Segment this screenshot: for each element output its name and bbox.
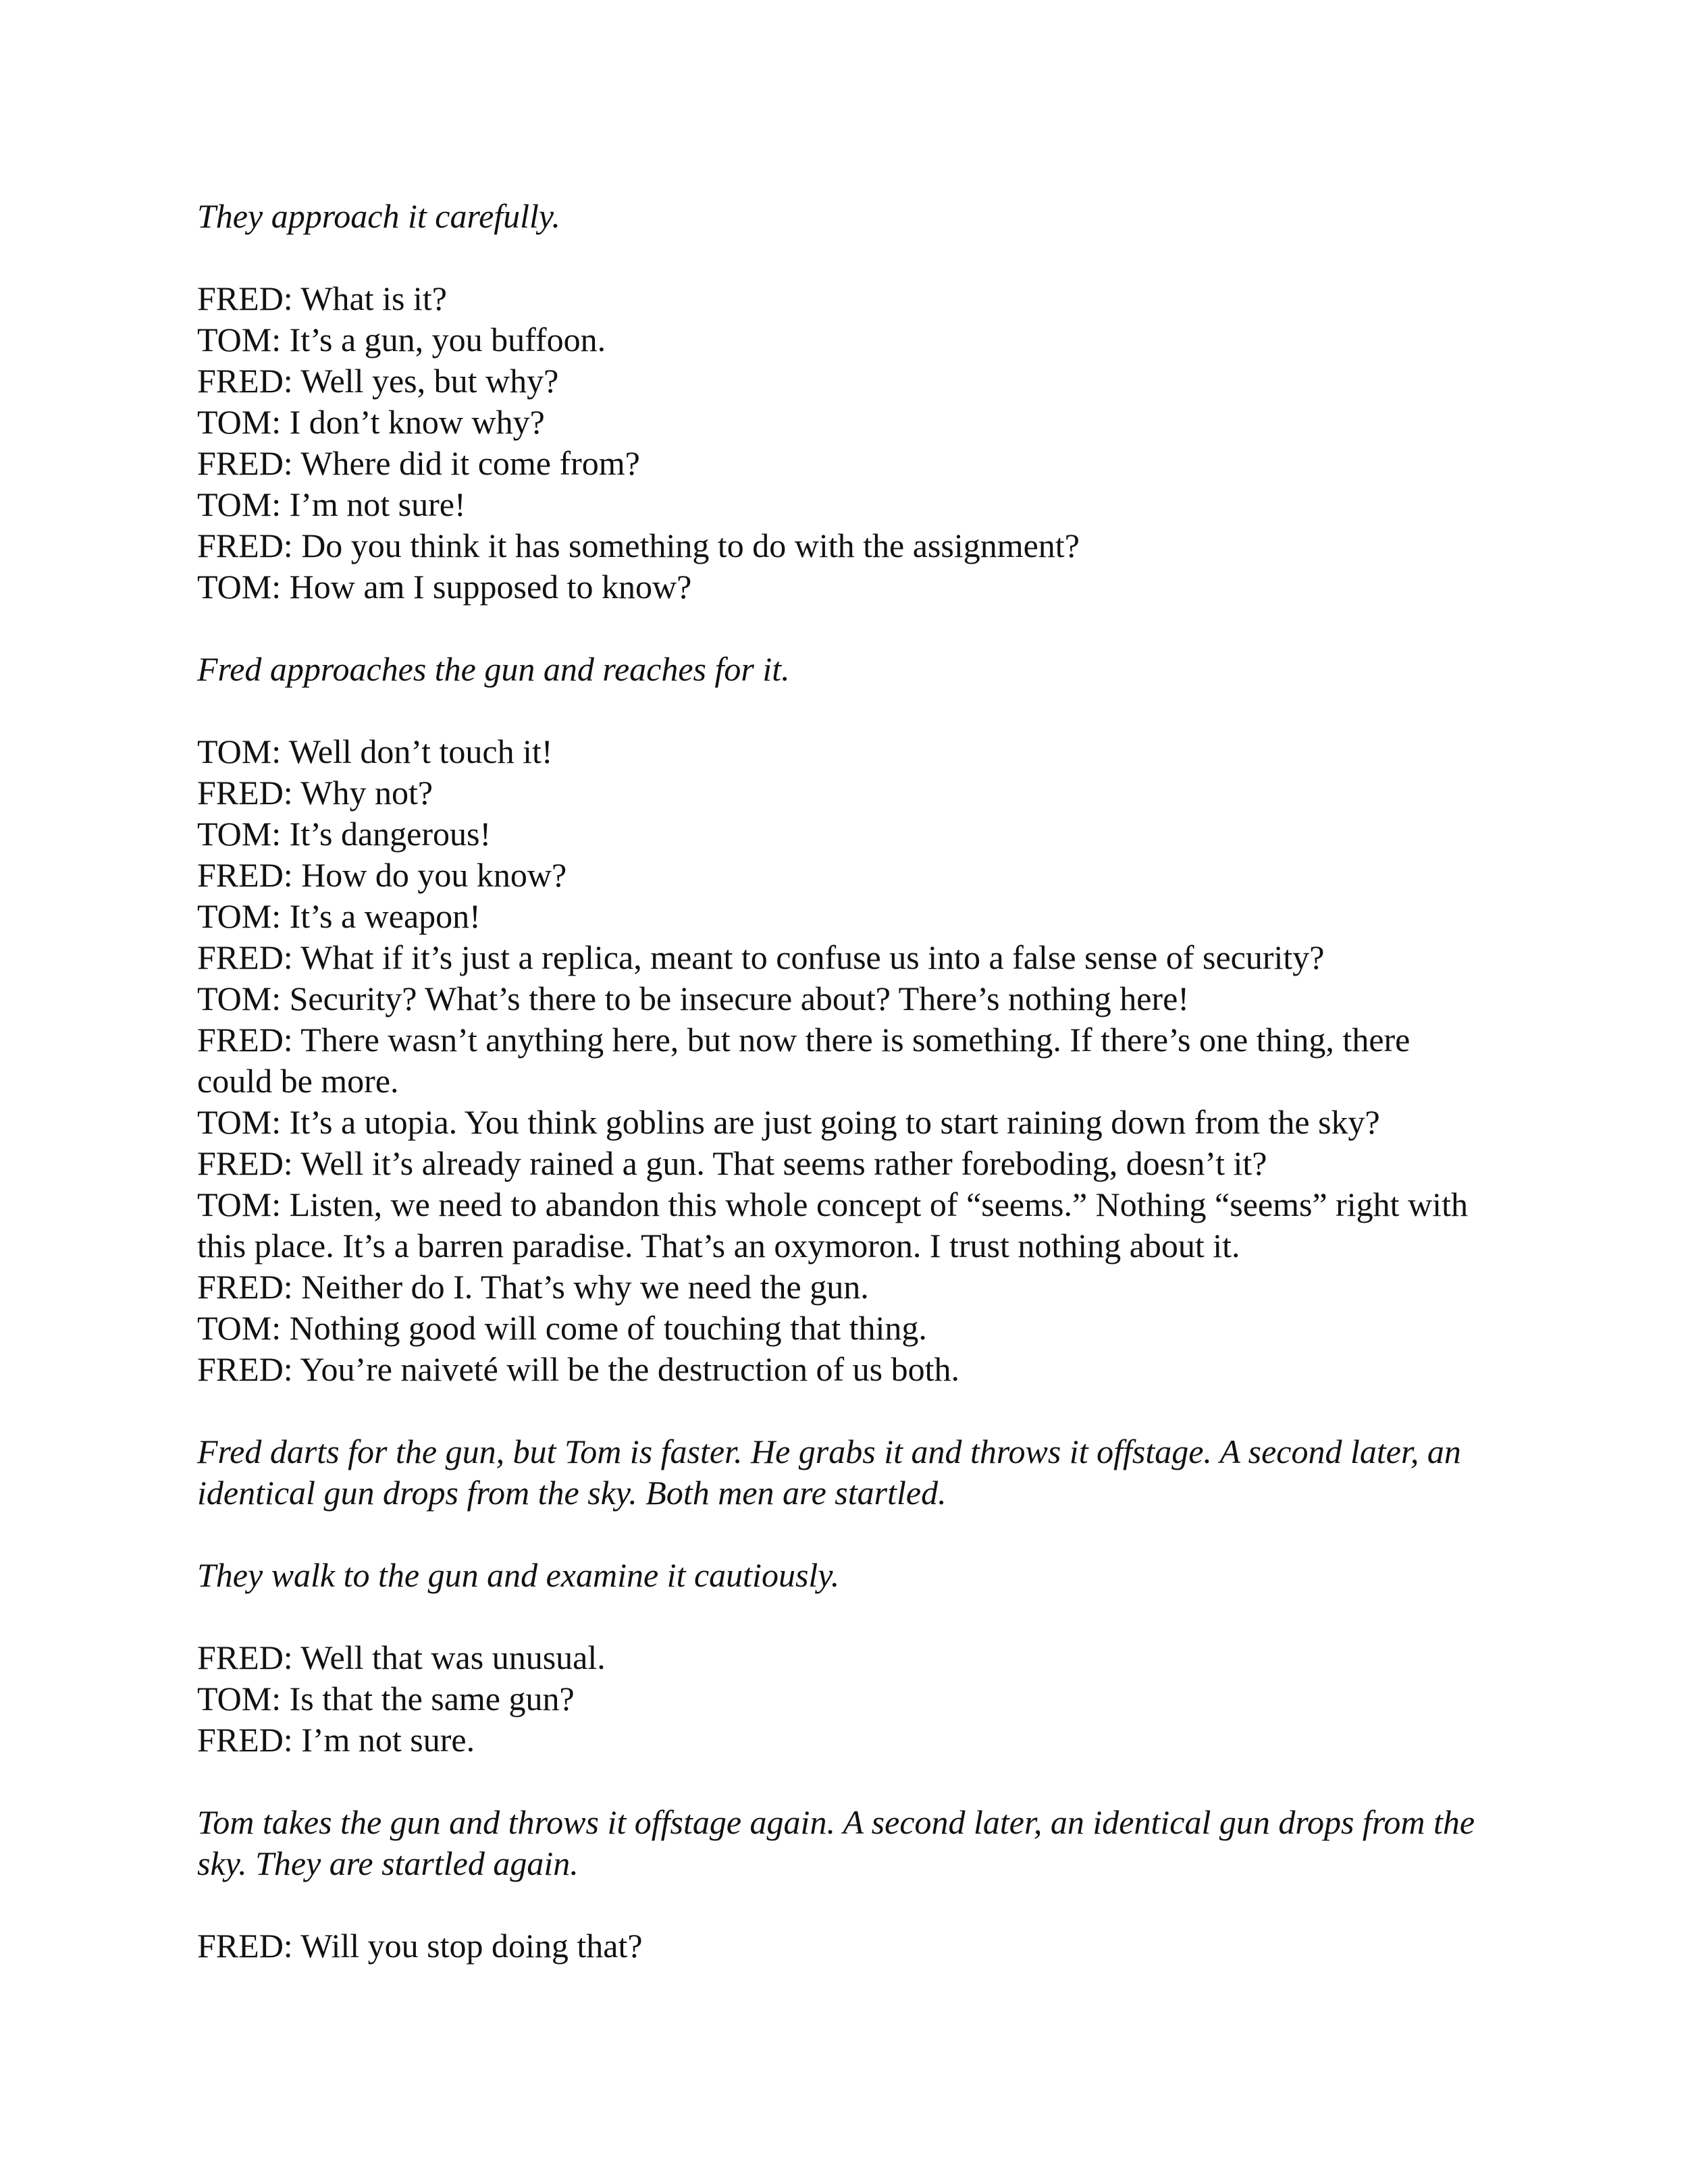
dialogue-line: FRED: Well it’s already rained a gun. That seems rather foreboding, doesn’t it?: [197, 1144, 1267, 1182]
dialogue-block: [197, 731, 1487, 1390]
stage-direction: [197, 1431, 1487, 1514]
direction-line: They walk to the gun and examine it cautiously.: [197, 1556, 840, 1594]
dialogue-line: TOM: Listen, we need to abandon this whole concept of “seems.” Nothing “seems” right with this place. It’s a barren paradise. That’s an oxymoron. I trust nothing about it.: [197, 1186, 1468, 1264]
dialogue-line: FRED: What is it?: [197, 279, 447, 317]
dialogue-line: TOM: I’m not sure!: [197, 485, 466, 523]
dialogue-line: FRED: How do you know?: [197, 856, 567, 894]
dialogue-line: TOM: Security? What’s there to be insecure about? There’s nothing here!: [197, 980, 1189, 1017]
dialogue-line: FRED: Neither do I. That’s why we need the gun.: [197, 1268, 869, 1306]
dialogue-line: FRED: I’m not sure.: [197, 1721, 475, 1759]
stage-direction: [197, 196, 1487, 237]
dialogue-block: [197, 278, 1487, 608]
direction-line: Fred approaches the gun and reaches for it.: [197, 650, 790, 688]
dialogue-line: FRED: Do you think it has something to do with the assignment?: [197, 527, 1080, 564]
direction-line: They approach it carefully.: [197, 197, 560, 235]
dialogue-block: [197, 1637, 1487, 1761]
stage-direction: [197, 1802, 1487, 1884]
dialogue-line: TOM: It’s a gun, you buffoon.: [197, 321, 606, 358]
dialogue-line: TOM: Is that the same gun?: [197, 1680, 575, 1717]
dialogue-line: TOM: Nothing good will come of touching that thing.: [197, 1309, 927, 1347]
dialogue-line: TOM: How am I supposed to know?: [197, 568, 692, 606]
dialogue-line: TOM: I don’t know why?: [197, 403, 545, 441]
dialogue-line: TOM: Well don’t touch it!: [197, 733, 553, 770]
dialogue-line: FRED: There wasn’t anything here, but now there is something. If there’s one thing, there could be more.: [197, 1021, 1410, 1100]
dialogue-line: TOM: It’s a utopia. You think goblins are just going to start raining down from the sky?: [197, 1103, 1380, 1141]
dialogue-line: TOM: It’s a weapon!: [197, 897, 481, 935]
direction-line: Tom takes the gun and throws it offstage again. A second later, an identical gun drops from the sky. They are startled again.: [197, 1803, 1475, 1882]
dialogue-line: FRED: Well that was unusual.: [197, 1639, 606, 1676]
dialogue-line: FRED: Why not?: [197, 774, 433, 811]
dialogue-line: FRED: Will you stop doing that?: [197, 1927, 643, 1965]
dialogue-line: FRED: What if it’s just a replica, meant to confuse us into a false sense of security?: [197, 938, 1325, 976]
dialogue-line: FRED: Where did it come from?: [197, 444, 640, 482]
script-content: [197, 196, 1487, 1967]
direction-line: Fred darts for the gun, but Tom is faster. He grabs it and throws it offstage. A second later, an identical gun drops from the sky. Both men are startled.: [197, 1433, 1461, 1512]
dialogue-line: FRED: Well yes, but why?: [197, 362, 559, 400]
dialogue-line: FRED: You’re naiveté will be the destruction of us both.: [197, 1350, 960, 1388]
stage-direction: [197, 1555, 1487, 1596]
dialogue-line: TOM: It’s dangerous!: [197, 815, 492, 853]
dialogue-block: [197, 1925, 1487, 1967]
stage-direction: [197, 649, 1487, 690]
